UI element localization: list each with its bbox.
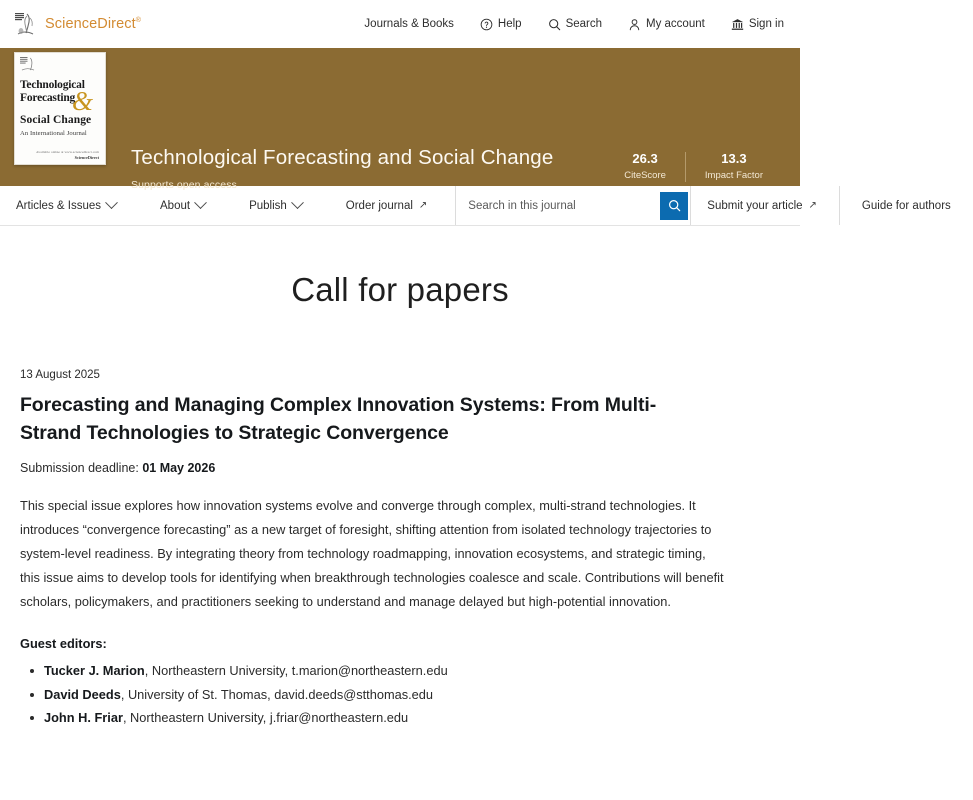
search-input[interactable]: [456, 186, 660, 226]
person-icon: [628, 18, 641, 31]
nav-item-label: Publish: [249, 199, 287, 212]
metric-value: 13.3: [721, 151, 747, 166]
cover-ampersand: &: [71, 86, 93, 116]
list-item: [44, 706, 736, 730]
nav-item-label: Order journal: [345, 199, 413, 212]
list-item: [44, 683, 736, 707]
editor-affiliation: , University of St. Thomas, david.deeds@stthomas.edu: [120, 686, 434, 702]
special-issue-title: Forecasting and Managing Complex Innovation Systems: From Multi-Strand Technologies to Strategic Convergence: [20, 394, 657, 444]
metric-impact-factor[interactable]: [686, 152, 782, 181]
top-link-search[interactable]: [548, 18, 602, 31]
journal-metrics: [605, 152, 782, 182]
journal-nav-right: [690, 186, 972, 225]
special-issue-description: This special issue explores how innovation systems evolve and converge through complex, multi-strand technologies. It introduces “convergence forecasting” as a new target of foresight, shifting attention from isolated technology trajectories to system-level readiness. By integrating theory from technology roadmapping, innovation ecosystems, and strategic timing, this issue aims to develop tools for identifying when breakthrough technologies coalesce and scale. Contributions will benefit scholars, policymakers, and practitioners seeking to understand and manage delayed but high-potential innovation.: [20, 498, 724, 610]
call-for-papers-section: [0, 309, 800, 730]
editor-affiliation: , Northeastern University, t.marion@northeastern.edu: [144, 662, 448, 678]
journal-banner: [0, 48, 800, 191]
cover-footer-note: Available online at www.sciencedirect.com: [36, 149, 99, 154]
editor-name: David Deeds: [44, 686, 121, 702]
nav-item-label: Articles & Issues: [16, 199, 101, 212]
nav-item-label: About: [160, 199, 191, 212]
guest-editors-list: [20, 659, 736, 730]
open-access-note: Supports open access: [131, 178, 237, 191]
deadline-value: 01 May 2026: [142, 461, 216, 476]
list-item: [44, 659, 736, 683]
journal-cover-title: [20, 79, 100, 137]
top-link-my-account[interactable]: [628, 18, 705, 31]
submission-deadline: [20, 461, 736, 475]
cover-title-line2: Forecasting: [20, 92, 76, 105]
top-link-sign-in[interactable]: [731, 18, 784, 31]
cover-title-line3: Social Change: [20, 114, 92, 127]
journal-cover-image[interactable]: [14, 52, 106, 165]
cover-title-line1: Technological: [20, 79, 85, 91]
search-submit-button[interactable]: [660, 192, 688, 220]
top-nav: [364, 18, 784, 31]
chevron-down-icon: [291, 196, 304, 209]
nav-item-about[interactable]: [138, 186, 227, 225]
editor-name: Tucker J. Marion: [44, 662, 145, 678]
search-icon: [548, 18, 561, 31]
external-link-icon: ↗: [808, 200, 817, 211]
journal-header-text: [131, 148, 553, 191]
institution-icon: [731, 18, 744, 31]
metric-value: 26.3: [632, 151, 658, 166]
top-link-label: My account: [646, 18, 705, 30]
top-link-label: Search: [565, 18, 603, 30]
nav-item-articles-issues[interactable]: [0, 186, 138, 225]
sciencedirect-wordmark: ScienceDirect®: [45, 16, 142, 32]
cover-footer-brand: ScienceDirect: [74, 155, 99, 160]
help-circle-icon: [480, 18, 493, 31]
top-link-label: Journals & Books: [364, 18, 454, 30]
top-utility-bar: [0, 0, 800, 48]
editor-name: John H. Friar: [44, 710, 123, 726]
nav-item-guide-for-authors[interactable]: [839, 186, 973, 225]
journal-title: Technological Forecasting and Social Change: [131, 146, 554, 169]
editor-affiliation: , Northeastern University, j.friar@northeastern.edu: [122, 710, 409, 726]
nav-item-label: Submit your article: [707, 199, 803, 212]
top-link-label: Sign in: [748, 18, 784, 30]
metric-label: CiteScore: [624, 170, 666, 182]
elsevier-tree-logo: [20, 57, 35, 71]
nav-item-publish[interactable]: [227, 186, 324, 225]
cover-footer: [36, 150, 99, 161]
metric-citescore[interactable]: [605, 152, 685, 181]
chevron-down-icon: [194, 196, 207, 209]
journal-nav-bar: [0, 186, 951, 226]
guest-editors-label: Guest editors:: [20, 635, 107, 651]
deadline-label: Submission deadline:: [20, 461, 139, 476]
sciencedirect-logo[interactable]: [14, 12, 141, 36]
page-title: Call for papers: [291, 271, 509, 308]
nav-item-submit-your-article[interactable]: [691, 186, 839, 225]
top-link-label: Help: [497, 18, 522, 30]
cover-subtitle: An International Journal: [20, 130, 87, 138]
metric-label: Impact Factor: [704, 170, 763, 182]
journal-search: [455, 186, 690, 225]
nav-item-order-journal[interactable]: [324, 186, 450, 225]
top-link-journals-books[interactable]: [364, 18, 454, 30]
elsevier-tree-logo: [14, 12, 36, 36]
publication-date: 13 August 2025: [20, 369, 100, 381]
external-link-icon: ↗: [418, 200, 428, 211]
chevron-down-icon: [105, 196, 118, 209]
search-icon: [668, 199, 681, 212]
top-link-help[interactable]: [480, 18, 522, 31]
nav-item-label: Guide for authors: [861, 199, 951, 212]
